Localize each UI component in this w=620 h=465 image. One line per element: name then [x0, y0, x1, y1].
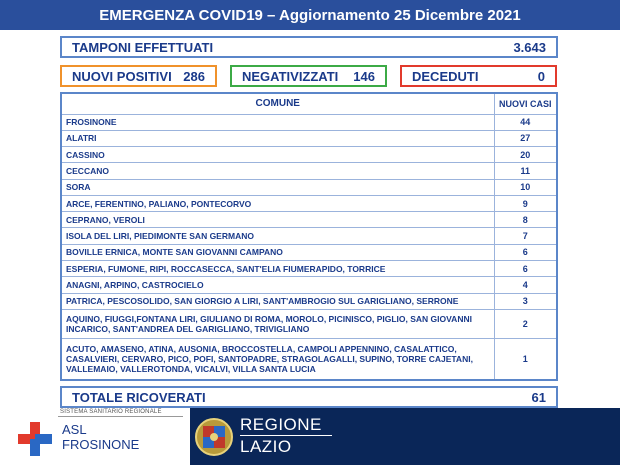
negativizzati-value: 146 [353, 68, 375, 84]
table-row [62, 293, 556, 309]
deceduti-value: 0 [537, 68, 545, 84]
comune-cell: ARCE, FERENTINO, PALIANO, PONTECORVO [62, 195, 494, 211]
col-header-comune: COMUNE [62, 94, 494, 114]
comune-cell: CASSINO [62, 147, 494, 163]
nuovi-positivi-value: 286 [183, 68, 205, 84]
footer [0, 408, 620, 465]
table-row [62, 228, 556, 244]
comuni-table-wrap [60, 92, 558, 381]
comune-cell: PATRICA, PESCOSOLIDO, SAN GIORGIO A LIRI, SANT'AMBROGIO SUL GARIGLIANO, SERRONE [62, 293, 494, 309]
regione-line1: REGIONE [240, 414, 332, 436]
casi-cell: 1 [522, 353, 528, 364]
asl-name [62, 422, 139, 452]
casi-cell: 6 [494, 244, 556, 260]
asl-name-line1: ASL [62, 422, 87, 437]
comune-cell: CEPRANO, VEROLI [62, 212, 494, 228]
regione-lazio-text [240, 414, 332, 457]
comuni-table [62, 94, 556, 379]
tamponi-label: TAMPONI EFFETTUATI [72, 39, 214, 55]
casi-cell: 3 [494, 293, 556, 309]
asl-divider [58, 416, 183, 417]
comune-cell: ISOLA DEL LIRI, PIEDIMONTE SAN GERMANO [62, 228, 494, 244]
comune-cell: FROSINONE [62, 114, 494, 130]
casi-cell: 4 [494, 277, 556, 293]
table-row [62, 114, 556, 130]
casi-cell: 9 [494, 195, 556, 211]
col-header-nuovi-casi: NUOVI CASI [494, 94, 556, 114]
nuovi-positivi-box [60, 65, 217, 87]
comune-cell: CECCANO [62, 163, 494, 179]
comune-cell: ANAGNI, ARPINO, CASTROCIELO [62, 277, 494, 293]
negativizzati-label: NEGATIVIZZATI [242, 68, 339, 84]
casi-cell: 2 [494, 309, 556, 338]
deceduti-box [400, 65, 557, 87]
table-row [62, 212, 556, 228]
comune-cell: ACUTO, AMASENO, ATINA, AUSONIA, BROCCOSTELLA, CAMPOLI APPENNINO, CASALATTICO, CASALVIERI, CERVARO, PICO, POFI, SANTOPADRE, STRAGOLAGALLI, SUPINO, TORRE CAJETANI, VALLEMAIO, VALLEROTONDA, VICALVI, VILLA SANTA LUCIA [62, 338, 494, 379]
table-row [62, 309, 556, 338]
regione-lazio-banner [190, 408, 620, 465]
casi-cell: 27 [494, 130, 556, 146]
comune-cell: BOVILLE ERNICA, MONTE SAN GIOVANNI CAMPANO [62, 244, 494, 260]
totale-ricoverati-value: 61 [531, 389, 546, 405]
red-blue-cross-icon [18, 422, 52, 456]
page-title: EMERGENZA COVID19 – Aggiornamento 25 Dicembre 2021 [0, 0, 620, 30]
table-row [62, 130, 556, 146]
nuovi-positivi-label: NUOVI POSITIVI [72, 68, 172, 84]
table-row [62, 244, 556, 260]
casi-cell: 11 [494, 163, 556, 179]
deceduti-label: DECEDUTI [412, 68, 479, 84]
table-row [62, 179, 556, 195]
comune-cell: AQUINO, FIUGGI,FONTANA LIRI, GIULIANO DI ROMA, MOROLO, PICINISCO, PIGLIO, SAN GIOVANNI INCARICO, SANT'ANDREA DEL GARIGLIANO, TRIVIGLIANO [62, 309, 494, 338]
casi-cell: 20 [494, 147, 556, 163]
regione-line2: LAZIO [240, 437, 292, 456]
table-row [62, 147, 556, 163]
table-row [62, 277, 556, 293]
lazio-coat-of-arms-icon [194, 414, 234, 460]
totale-ricoverati-box [60, 386, 558, 408]
tamponi-value: 3.643 [513, 39, 546, 55]
table-row [62, 261, 556, 277]
casi-cell: 7 [494, 228, 556, 244]
asl-subtitle: SISTEMA SANITARIO REGIONALE [60, 409, 162, 415]
table-row [62, 338, 556, 379]
totale-ricoverati-label: TOTALE RICOVERATI [72, 389, 206, 405]
tamponi-box [60, 36, 558, 58]
negativizzati-box [230, 65, 387, 87]
comune-cell: ESPERIA, FUMONE, RIPI, ROCCASECCA, SANT'ELIA FIUMERAPIDO, TORRICE [62, 261, 494, 277]
casi-cell: 6 [494, 261, 556, 277]
casi-cell: 10 [494, 179, 556, 195]
table-header-row [62, 94, 556, 114]
table-row [62, 163, 556, 179]
casi-cell: 8 [494, 212, 556, 228]
comune-cell: ALATRI [62, 130, 494, 146]
comune-cell: SORA [62, 179, 494, 195]
asl-name-line2: FROSINONE [62, 437, 140, 452]
table-row [62, 195, 556, 211]
casi-cell: 44 [494, 114, 556, 130]
